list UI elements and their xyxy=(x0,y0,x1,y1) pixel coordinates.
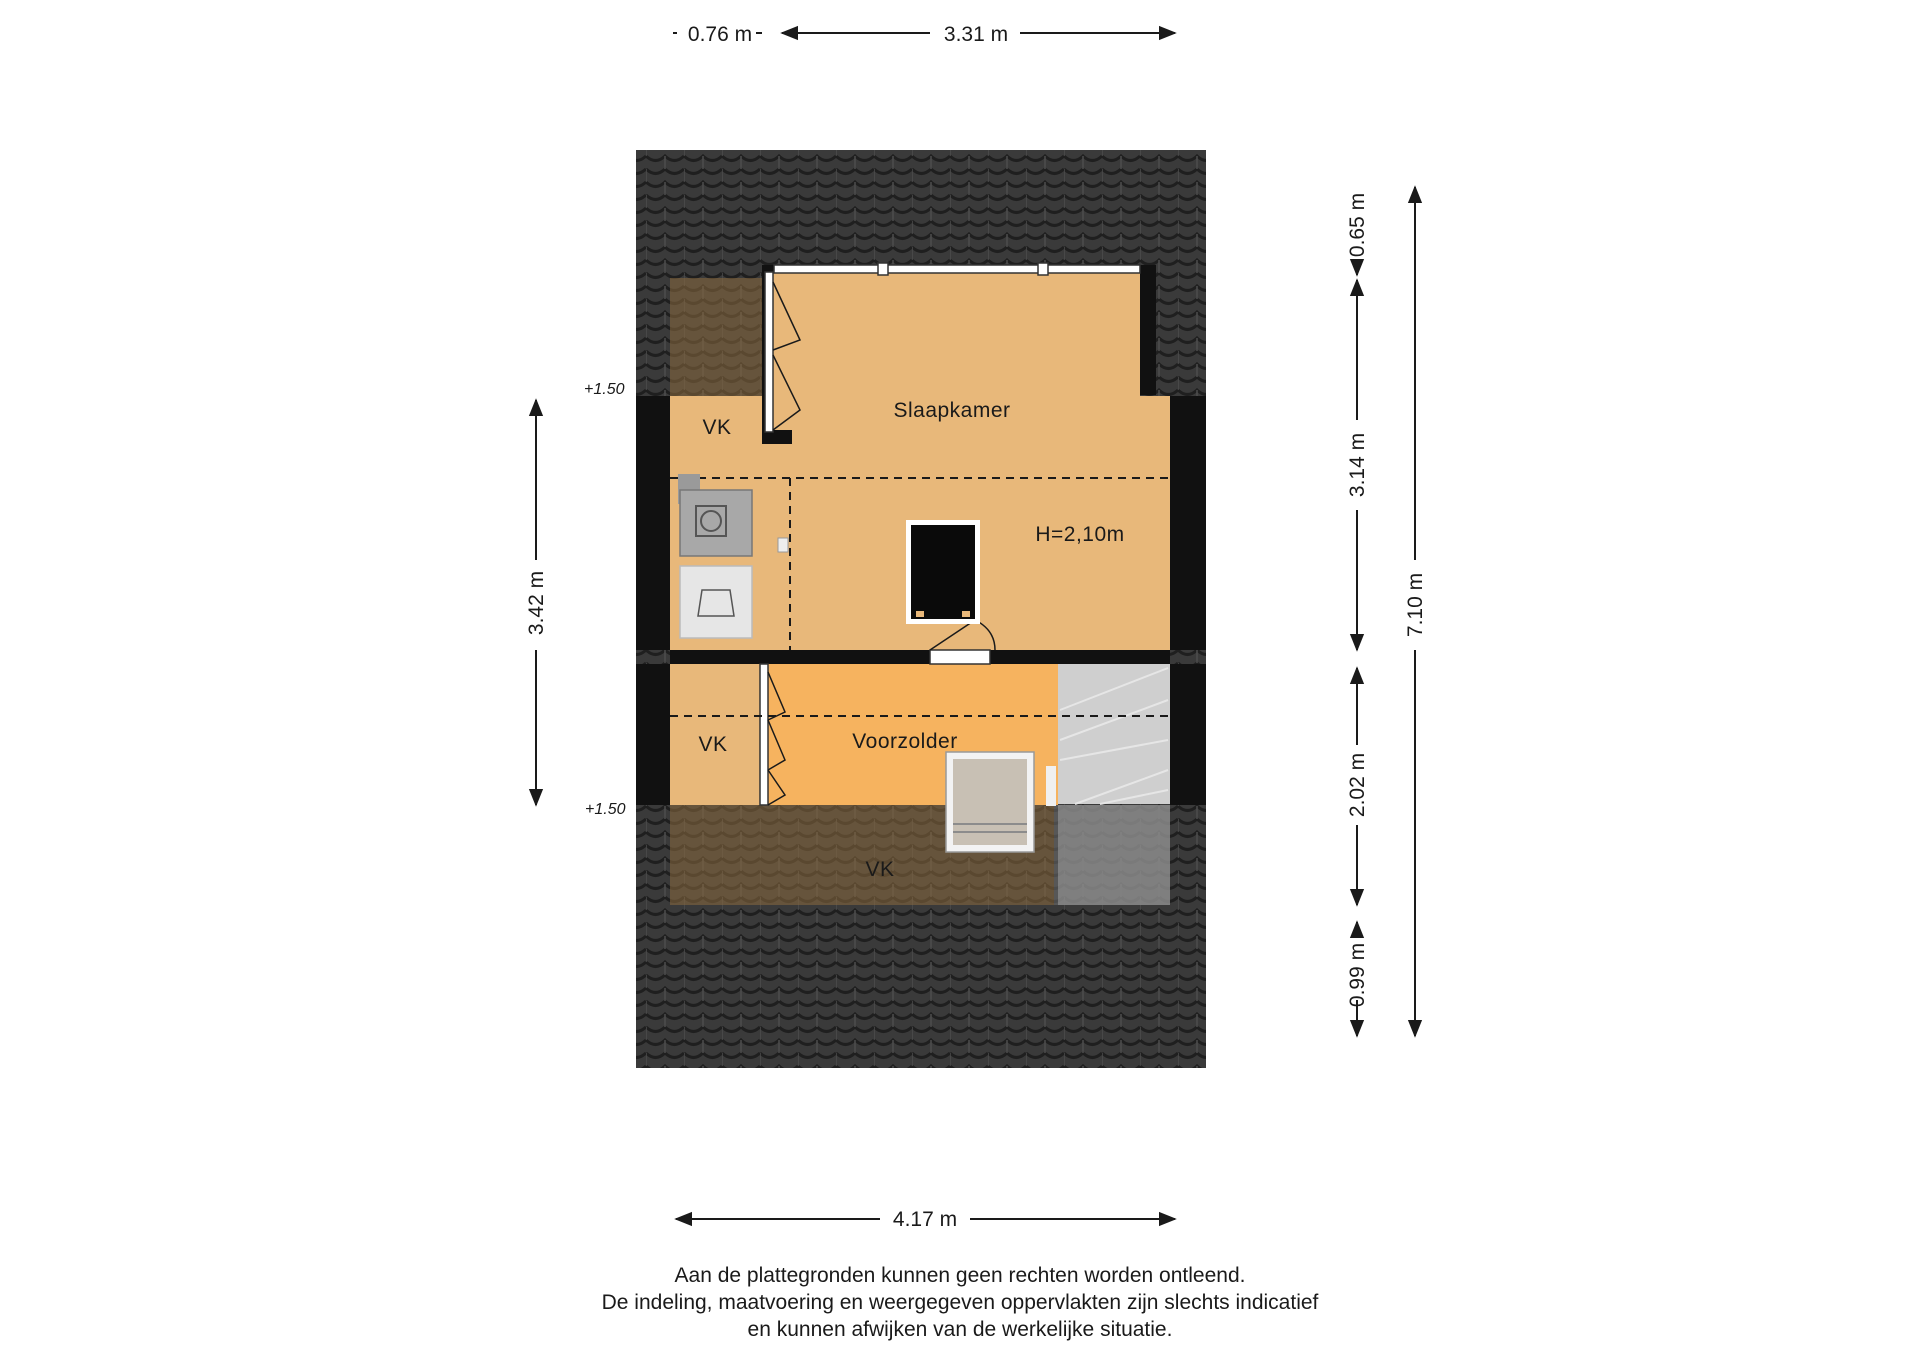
eave-area-top-left xyxy=(670,278,770,396)
room-label-vk-middle: VK xyxy=(698,733,728,756)
dimension-right-3-label: 2.02 m xyxy=(1346,752,1369,818)
bedroom-height-label: H=2,10m xyxy=(1035,523,1125,546)
dimension-bottom-label: 4.17 m xyxy=(892,1208,958,1231)
room-label-landing: Voorzolder xyxy=(852,730,958,753)
dimension-right-2-label: 3.14 m xyxy=(1346,432,1369,498)
disclaimer-line-2: De indeling, maatvoering en weergegeven oppervlakten zijn slechts indicatief xyxy=(601,1291,1319,1314)
disclaimer xyxy=(0,1262,1920,1343)
skylight xyxy=(906,520,980,624)
staircase xyxy=(1058,664,1170,905)
disclaimer-line-3: en kunnen afwijken van de werkelijke situatie. xyxy=(747,1318,1173,1341)
dimension-right-4-label: 0.99 m xyxy=(1346,942,1369,1008)
room-label-bedroom: Slaapkamer xyxy=(893,399,1011,422)
room-label-vk-bottom: VK xyxy=(865,858,895,881)
dimension-top-main-label: 3.31 m xyxy=(943,23,1009,46)
dimension-right-total-label: 7.10 m xyxy=(1404,572,1427,638)
dimension-right-1-label: 0.65 m xyxy=(1346,192,1369,258)
room-label-vk-top: VK xyxy=(702,416,732,439)
disclaimer-line-1: Aan de plattegronden kunnen geen rechten worden ontleend. xyxy=(674,1264,1246,1287)
dimension-top-left-label: 0.76 m xyxy=(687,23,753,46)
stair-rail xyxy=(1046,766,1056,806)
socket xyxy=(778,538,788,552)
bedroom-floor xyxy=(770,272,1140,396)
level-marker-upper: +1.50 xyxy=(584,381,625,398)
attic-hatch xyxy=(946,752,1034,852)
level-marker-lower: +1.50 xyxy=(585,801,626,818)
washer-dryer xyxy=(678,474,752,638)
dimension-left-label: 3.42 m xyxy=(525,570,548,636)
